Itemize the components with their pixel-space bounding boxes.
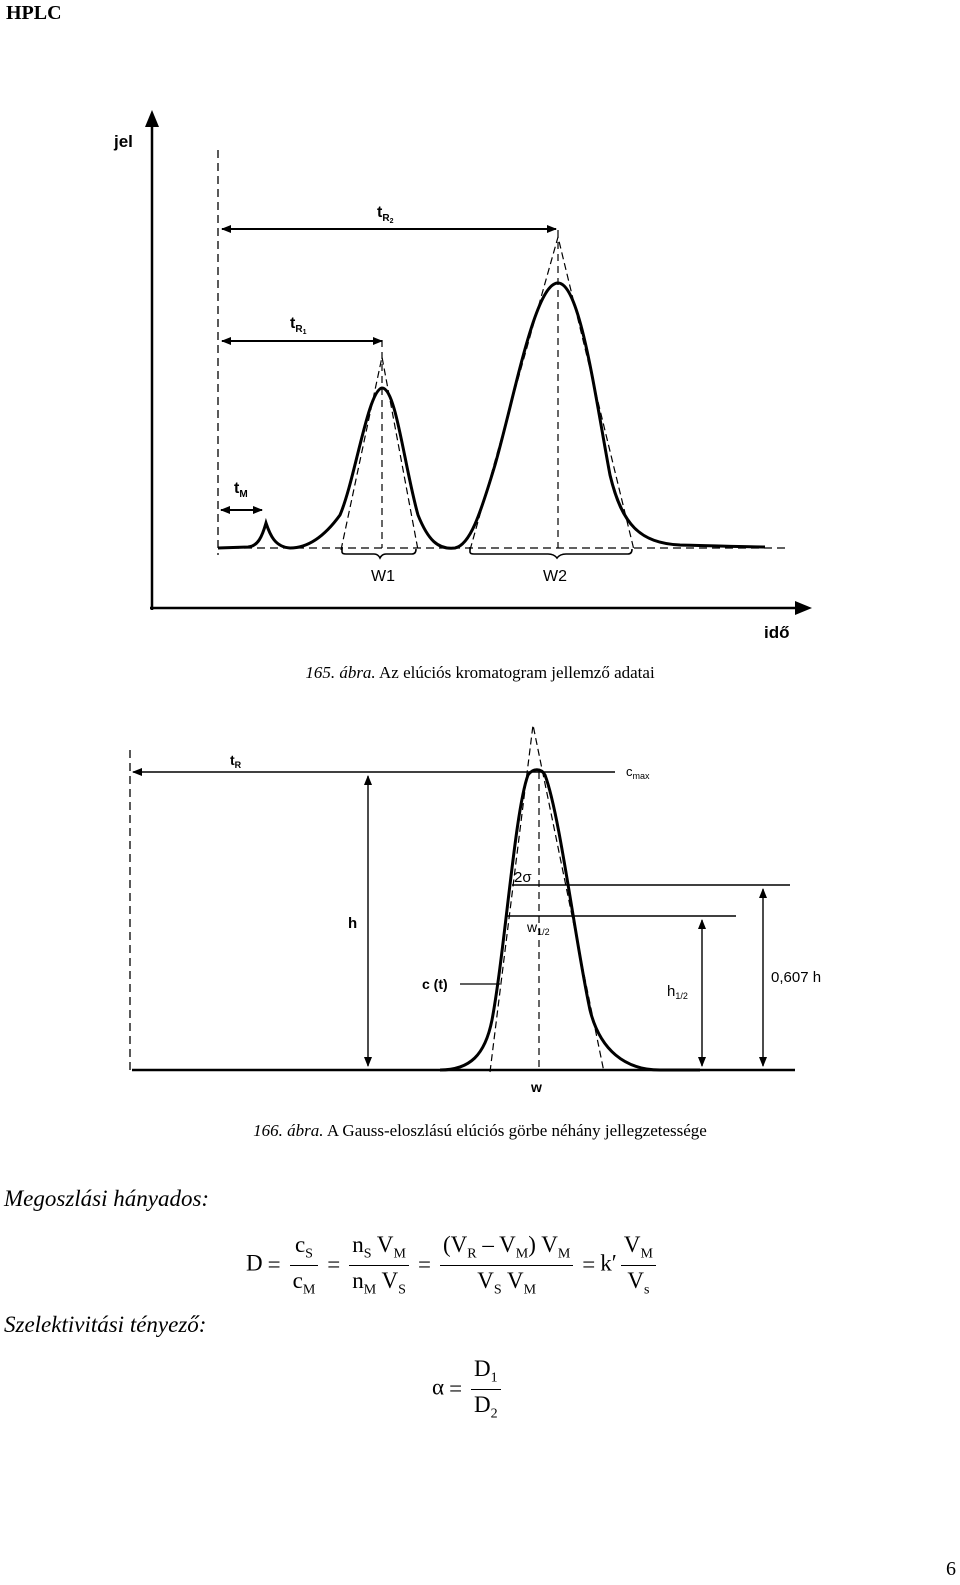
t-r-label: $t_R$ xyxy=(230,752,242,770)
peak1-tangents xyxy=(341,357,418,550)
h-half-label: $h_{1/2}$ xyxy=(667,983,688,1001)
equals-sign: = xyxy=(449,1376,463,1402)
c-t-label: c (t) xyxy=(422,976,448,992)
t-r2-label: $t_R2$ xyxy=(377,204,394,225)
selectivity-formula xyxy=(432,1356,505,1422)
k-prime: k′ xyxy=(600,1250,617,1276)
two-sigma-label: 2σ xyxy=(514,869,532,886)
figure1-caption-number: 165. ábra. xyxy=(305,663,376,682)
fraction-vm-vs: $\frac{V_M}{V_s}$ xyxy=(621,1232,656,1298)
gaussian-peak-figure xyxy=(0,720,960,1120)
fraction-volumes: $\frac{(V_R - V_M) V_M}{V_S V_M}$ xyxy=(440,1232,573,1298)
gaussian-curve xyxy=(440,770,700,1070)
t-r1-label: $t_R1$ xyxy=(290,315,307,336)
w2-label: W2 xyxy=(543,568,567,585)
equals-sign: = xyxy=(417,1252,431,1278)
w-label: w xyxy=(531,1079,542,1095)
fraction-c: $\frac{c_S}{c_M}$ xyxy=(290,1232,319,1298)
w-half-label: $w_{1/2}$ xyxy=(527,919,550,937)
formula-d-lhs: D xyxy=(246,1250,263,1276)
y-axis-label: jel xyxy=(114,132,133,151)
h-607-label: 0,607 h xyxy=(771,969,822,986)
fraction-d1-d2: $\frac{D_1}{D_2}$ xyxy=(471,1356,501,1422)
y-axis-arrowhead xyxy=(145,110,159,127)
figure1-caption-text: Az elúciós kromatogram jellemző adatai xyxy=(375,663,655,682)
h-label: h xyxy=(348,915,358,932)
formula-a-lhs: α xyxy=(432,1374,445,1400)
c-max-label: $c_{max}$ xyxy=(626,764,650,781)
fraction-n-v: $\frac{n_S V_M}{n_M V_S}$ xyxy=(349,1232,409,1298)
selectivity-label: Szelektivitási tényező: xyxy=(4,1312,207,1337)
figure2-caption xyxy=(0,1121,960,1141)
page-number: 6 xyxy=(946,1558,956,1580)
figure2-caption-number: 166. ábra. xyxy=(253,1121,324,1140)
equals-sign: = xyxy=(267,1252,281,1278)
x-axis-arrowhead xyxy=(795,601,812,615)
distribution-ratio-label: Megoszlási hányados: xyxy=(4,1186,210,1211)
equals-sign: = xyxy=(582,1252,596,1278)
chromatogram-curve xyxy=(218,283,765,548)
chromatogram-figure xyxy=(0,95,960,655)
w1-label: W1 xyxy=(371,568,395,585)
figure2-caption-text: A Gauss-eloszlású elúciós görbe néhány jellegzetessége xyxy=(323,1121,707,1140)
t-m-label: $t_M$ xyxy=(234,480,248,500)
x-axis-label: idő xyxy=(764,623,790,642)
w1-brace xyxy=(342,547,416,558)
w2-brace xyxy=(470,547,632,558)
figure1-caption xyxy=(0,663,960,683)
distribution-ratio-formula xyxy=(246,1232,660,1298)
page-header-title: HPLC xyxy=(6,2,62,24)
equals-sign: = xyxy=(327,1252,341,1278)
